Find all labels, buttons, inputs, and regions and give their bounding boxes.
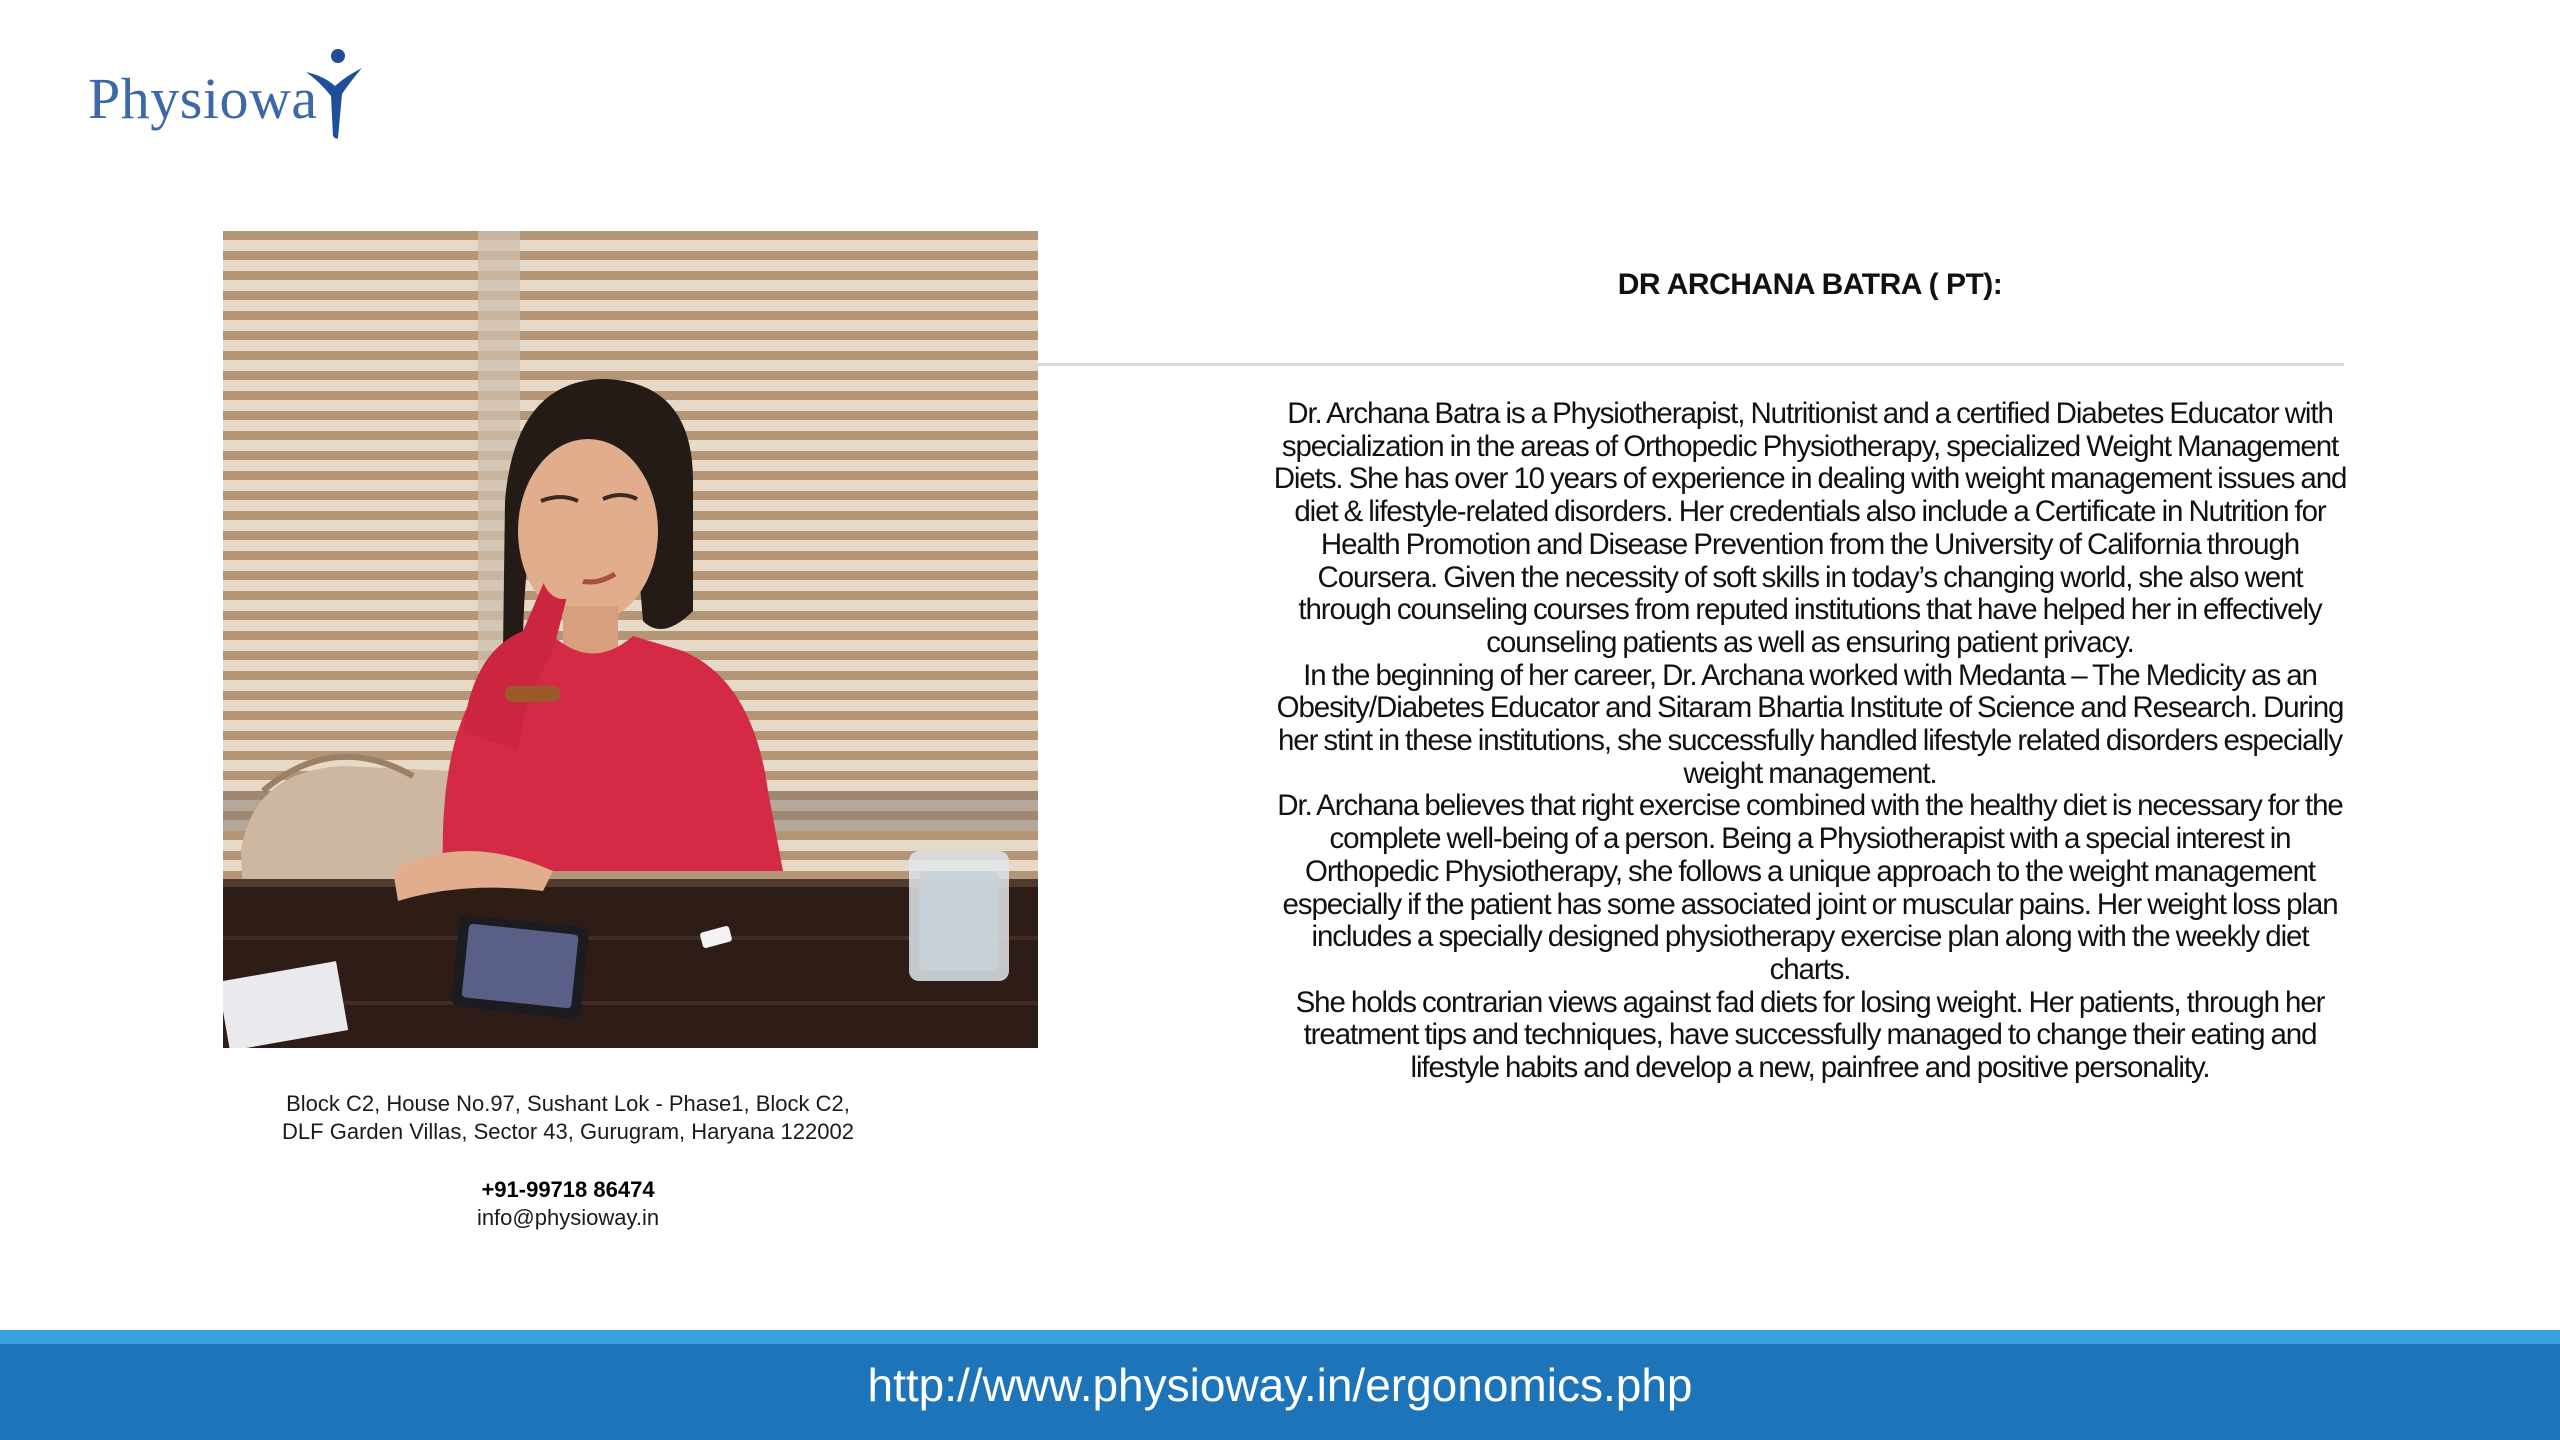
divider [1038, 363, 2344, 366]
bio-paragraph: Dr. Archana Batra is a Physiotherapist, Nutritionist and a certified Diabetes Educator with specialization in the areas of Orthopedic Physiotherapy, specialized Weight Management Diets. She has over 10 years of experience in dealing with weight management issues and diet & lifestyle-related disorders. Her credentials also include a Certificate in Nutrition for Health Promotion and Disease Prevention from the University of California through Coursera. Given the necessity of soft skills in today’s changing world, she also went through counseling courses from reputed institutions that have helped her in effectively counseling patients as well as ensuring patient privacy. [1273, 397, 2347, 659]
brand-name: Physiowa [88, 66, 318, 131]
footer-bar [0, 1344, 2560, 1440]
bio-paragraph: Dr. Archana believes that right exercise combined with the healthy diet is necessary for the complete well-being of a person. Being a Physiotherapist with a special interest in Orthopedic Physiotherapy, she follows a unique approach to the weight management especially if the patient has some associated joint or muscular pains. Her weight loss plan includes a specially designed physiotherapy exercise plan along with the weekly diet charts. [1277, 789, 2343, 986]
address-line-2: DLF Garden Villas, Sector 43, Gurugram, Haryana 122002 [282, 1119, 854, 1144]
bio-paragraph: In the beginning of her career, Dr. Archana worked with Medanta – The Medicity as an Obesity/Diabetes Educator and Sitaram Bhartia Institute of Science and Research. During her stint in these institutions, she successfully handled lifestyle related disorders especially weight management. [1276, 658, 2344, 790]
profile-title: DR ARCHANA BATRA ( PT): [1617, 268, 2003, 301]
profile-photo [223, 231, 1038, 1048]
email-address: info@physioway.in [476, 1205, 660, 1230]
contact-block [223, 1090, 913, 1232]
bio-paragraph: She holds contrarian views against fad diets for losing weight. Her patients, through her treatment tips and techniques, have successfully managed to change their eating and lifestyle habits and develop a new, painfree and positive personality. [1295, 985, 2325, 1085]
address-line-1: Block C2, House No.97, Sushant Lok - Phase1, Block C2, [286, 1091, 850, 1116]
person-figure-icon [302, 46, 364, 142]
phone-number: +91-99718 86474 [481, 1177, 655, 1202]
footer-accent-line [0, 1330, 2560, 1344]
profile-bio [1270, 398, 2350, 1085]
brand-logo [88, 46, 364, 131]
footer-url-link[interactable]: http://www.physioway.in/ergonomics.php [867, 1359, 1693, 1411]
